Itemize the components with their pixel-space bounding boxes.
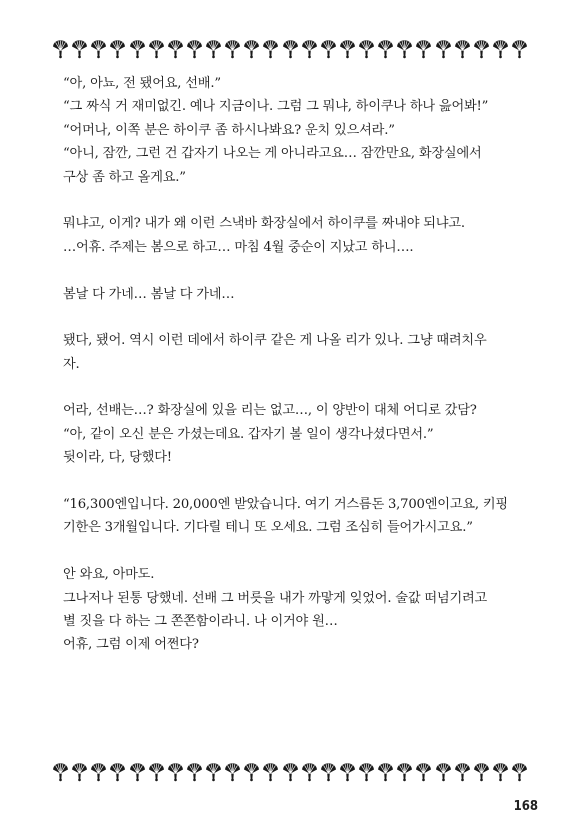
text-line: “그 짜식 거 재미없긴. 예나 지금이나. 그럼 그 뭐냐, 하이쿠나 하나 읊어봐!”	[63, 99, 489, 115]
fan-ornament-icon	[358, 39, 375, 59]
blank-line	[63, 470, 519, 493]
fan-ornament-icon	[339, 762, 356, 782]
text-line: 됐다, 됐어. 역시 이런 데에서 하이쿠 같은 게 나올 리가 있나. 그냥 때려치우	[63, 333, 487, 349]
text-line: …어휴. 주제는 봄으로 하고… 마침 4월 중순이 지났고 하니….	[63, 239, 414, 255]
fan-ornament-icon	[186, 39, 203, 59]
fan-ornament-icon	[52, 39, 69, 59]
fan-ornament-icon	[435, 39, 452, 59]
fan-ornament-icon	[358, 762, 375, 782]
text-line: 별 짓을 다 하는 그 쫀쫀함이라니. 나 이거야 원…	[63, 613, 338, 629]
fan-ornament-icon	[205, 762, 222, 782]
blank-line	[63, 259, 519, 282]
text-line: 구상 좀 하고 올게요.”	[63, 169, 186, 185]
fan-ornament-icon	[320, 39, 337, 59]
fan-ornament-icon	[205, 39, 222, 59]
blank-line	[63, 306, 519, 329]
fan-ornament-icon	[243, 39, 260, 59]
page-body-text	[63, 72, 519, 657]
fan-ornament-icon	[90, 762, 107, 782]
text-line: 어휴, 그럼 이제 어쩐다?	[63, 637, 199, 653]
fan-ornament-icon	[492, 762, 509, 782]
blank-line	[63, 189, 519, 212]
text-line: 기한은 3개월입니다. 기다릴 테니 또 오세요. 그럼 조심히 들어가시고요.”	[63, 520, 473, 536]
fan-ornament-icon	[301, 762, 318, 782]
text-line: 그나저나 된통 당했네. 선배 그 버릇을 내가 까맣게 잊었어. 술값 떠넘기려고	[63, 590, 488, 606]
text-line: “어머나, 이쪽 분은 하이쿠 좀 하시나봐요? 운치 있으셔라.”	[63, 122, 395, 138]
fan-ornament-icon	[301, 39, 318, 59]
fan-ornament-icon	[282, 39, 299, 59]
fan-ornament-icon	[129, 39, 146, 59]
fan-ornament-icon	[511, 762, 528, 782]
fan-ornament-icon	[71, 39, 88, 59]
fan-ornament-icon	[454, 762, 471, 782]
fan-ornament-icon	[454, 39, 471, 59]
fan-ornament-icon	[243, 762, 260, 782]
fan-ornament-icon	[109, 39, 126, 59]
fan-ornament-icon	[167, 762, 184, 782]
fan-ornament-icon	[511, 39, 528, 59]
fan-ornament-icon	[377, 39, 394, 59]
fan-ornament-icon	[148, 39, 165, 59]
fan-ornament-icon	[262, 762, 279, 782]
blank-line	[63, 376, 519, 399]
text-line: “아, 아뇨, 전 됐어요, 선배.”	[63, 76, 221, 91]
text-line: 뭐냐고, 이게? 내가 왜 이런 스낵바 화장실에서 하이쿠를 짜내야 되냐고.	[63, 216, 465, 232]
text-line: 안 와요, 아마도.	[63, 567, 155, 583]
text-line: 자.	[63, 356, 80, 372]
text-line: 봄날 다 가네… 봄날 다 가네…	[63, 286, 235, 302]
fan-ornament-icon	[148, 762, 165, 782]
fan-ornament-icon	[339, 39, 356, 59]
bottom-ornament-border	[52, 759, 528, 785]
fan-ornament-icon	[186, 762, 203, 782]
fan-ornament-icon	[262, 39, 279, 59]
text-line: “16,300엔입니다. 20,000엔 받았습니다. 여기 거스름돈 3,700엔이고요, 키핑	[63, 497, 508, 513]
top-ornament-border	[52, 36, 528, 62]
fan-ornament-icon	[129, 762, 146, 782]
fan-ornament-icon	[167, 39, 184, 59]
fan-ornament-icon	[90, 39, 107, 59]
fan-ornament-icon	[377, 762, 394, 782]
fan-ornament-icon	[415, 762, 432, 782]
page-number: 168	[513, 799, 538, 814]
fan-ornament-icon	[320, 762, 337, 782]
text-line: “아니, 잠깐, 그런 건 갑자기 나오는 게 아니라고요… 잠깐만요, 화장실에서	[63, 146, 482, 162]
blank-line	[63, 540, 519, 563]
fan-ornament-icon	[109, 762, 126, 782]
fan-ornament-icon	[396, 762, 413, 782]
fan-ornament-icon	[52, 762, 69, 782]
fan-ornament-icon	[224, 762, 241, 782]
fan-ornament-icon	[435, 762, 452, 782]
fan-ornament-icon	[224, 39, 241, 59]
fan-ornament-icon	[473, 762, 490, 782]
fan-ornament-icon	[492, 39, 509, 59]
fan-ornament-icon	[282, 762, 299, 782]
fan-ornament-icon	[473, 39, 490, 59]
fan-ornament-icon	[71, 762, 88, 782]
text-line: “아, 같이 오신 분은 가셨는데요. 갑자기 볼 일이 생각나셨다면서.”	[63, 426, 434, 442]
fan-ornament-icon	[396, 39, 413, 59]
text-line: 어라, 선배는…? 화장실에 있을 리는 없고…, 이 양반이 대체 어디로 갔담?	[63, 403, 477, 419]
fan-ornament-icon	[415, 39, 432, 59]
text-line: 뒷이라, 다, 당했다!	[63, 450, 172, 466]
